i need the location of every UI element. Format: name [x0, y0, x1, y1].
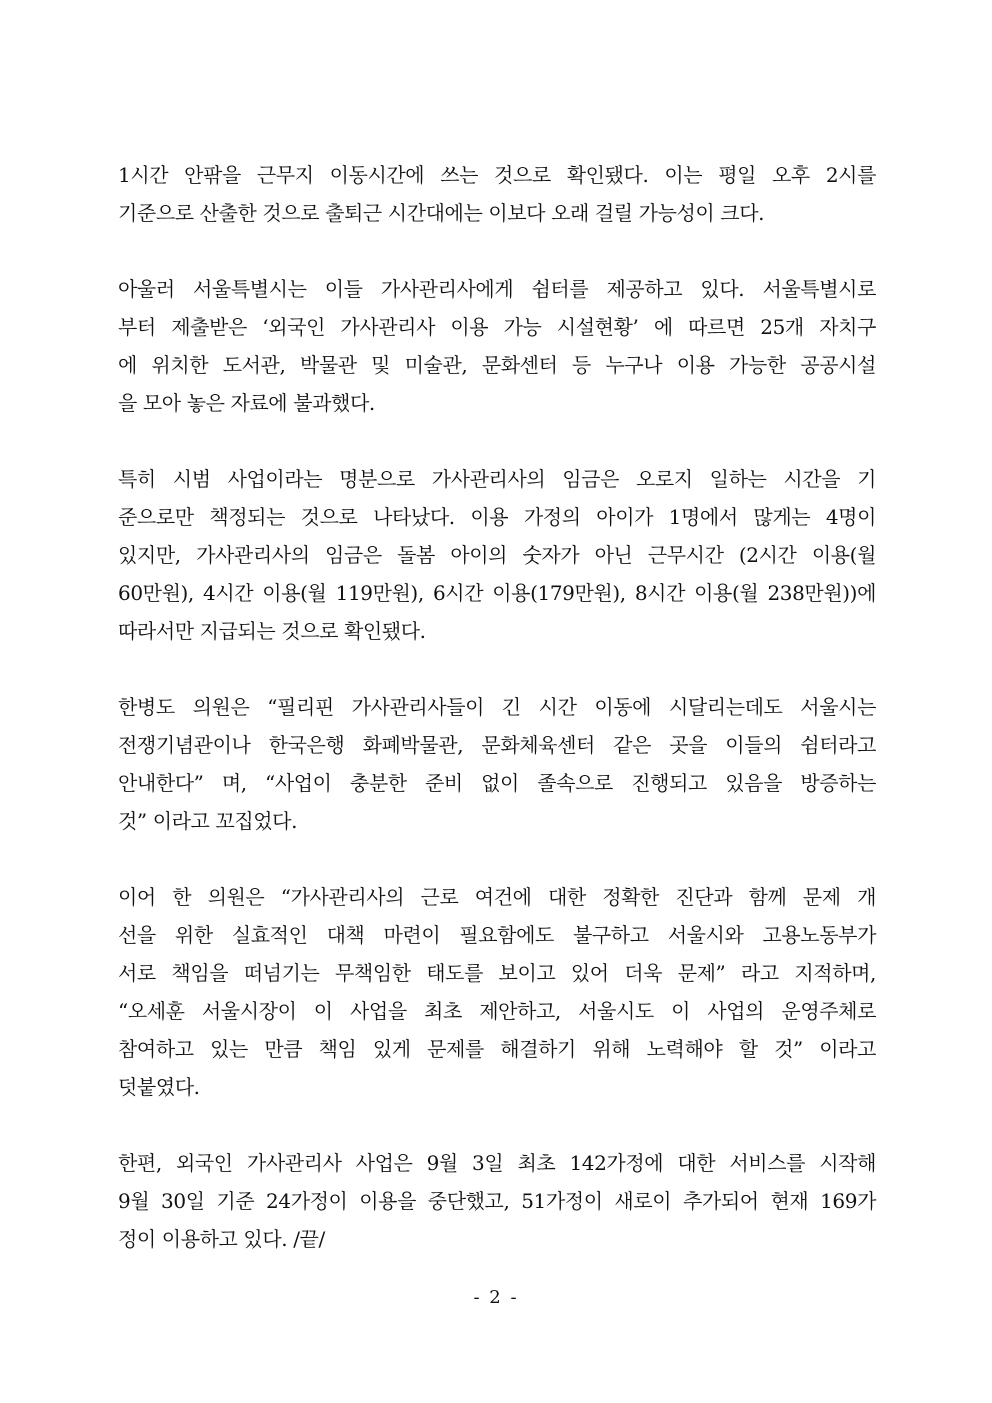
text-line: 을 모아 놓은 자료에 불과했다. — [118, 391, 375, 415]
body-text — [118, 156, 876, 1296]
text-line: 아울러 서울특별시는 이들 가사관리사에게 쉼터를 제공하고 있다. 서울특별시로 — [118, 277, 876, 301]
text-line: 9월 30일 기준 24가정이 이용을 중단했고, 51가정이 새로이 추가되어 현재 169가 — [118, 1189, 876, 1213]
text-line: 안내한다” 며, “사업이 충분한 준비 없이 졸속으로 진행되고 있음을 방증하는 — [118, 771, 876, 795]
text-line: 선을 위한 실효적인 대책 마련이 필요함에도 불구하고 서울시와 고용노동부가 — [118, 923, 876, 947]
text-line: 참여하고 있는 만큼 책임 있게 문제를 해결하기 위해 노력해야 할 것” 이라고 — [118, 1037, 876, 1061]
text-line: 에 위치한 도서관, 박물관 및 미술관, 문화센터 등 누구나 이용 가능한 공공시설 — [118, 353, 876, 377]
text-line: 있지만, 가사관리사의 임금은 돌봄 아이의 숫자가 아닌 근무시간 (2시간 이용(월 — [118, 543, 876, 567]
text-line: “오세훈 서울시장이 이 사업을 최초 제안하고, 서울시도 이 사업의 운영주체로 — [118, 999, 876, 1023]
text-line: 따라서만 지급되는 것으로 확인됐다. — [118, 619, 426, 643]
text-line: 1시간 안팎을 근무지 이동시간에 쓰는 것으로 확인됐다. 이는 평일 오후 2시를 — [118, 163, 876, 187]
text-line: 부터 제출받은 ‘외국인 가사관리사 이용 가능 시설현황’ 에 따르면 25개 자치구 — [118, 315, 876, 339]
text-line: 서로 책임을 떠넘기는 무책임한 태도를 보이고 있어 더욱 문제” 라고 지적하며, — [118, 961, 876, 985]
paragraph-quote-han — [118, 688, 876, 840]
text-line: 기준으로 산출한 것으로 출퇴근 시간대에는 이보다 오래 걸릴 가능성이 크다. — [118, 201, 765, 225]
text-line: 전쟁기념관이나 한국은행 화폐박물관, 문화체육센터 같은 곳을 이들의 쉼터라고 — [118, 733, 876, 757]
paragraph-shelter — [118, 270, 876, 422]
paragraph-wages — [118, 460, 876, 650]
text-line: 정이 이용하고 있다. /끝/ — [118, 1227, 325, 1251]
text-line: 덧붙였다. — [118, 1075, 200, 1099]
text-line: 특히 시범 사업이라는 명분으로 가사관리사의 임금은 오로지 일하는 시간을 기 — [118, 467, 876, 491]
paragraph-commute-time — [118, 156, 876, 232]
text-line: 것” 이라고 꼬집었다. — [118, 809, 298, 833]
text-line: 이어 한 의원은 “가사관리사의 근로 여건에 대한 정확한 진단과 함께 문제 개 — [118, 885, 876, 909]
paragraph-program-status — [118, 1144, 876, 1258]
page-number: - 2 - — [473, 1287, 519, 1308]
text-line: 준으로만 책정되는 것으로 나타났다. 이용 가정의 아이가 1명에서 많게는 4명이 — [118, 505, 876, 529]
paragraph-quote-responsibility — [118, 878, 876, 1106]
text-line: 한편, 외국인 가사관리사 사업은 9월 3일 최초 142가정에 대한 서비스를 시작해 — [118, 1151, 876, 1175]
text-line: 한병도 의원은 “필리핀 가사관리사들이 긴 시간 이동에 시달리는데도 서울시는 — [118, 695, 876, 719]
text-line: 60만원), 4시간 이용(월 119만원), 6시간 이용(179만원), 8시간 이용(월 238만원))에 — [118, 581, 876, 605]
